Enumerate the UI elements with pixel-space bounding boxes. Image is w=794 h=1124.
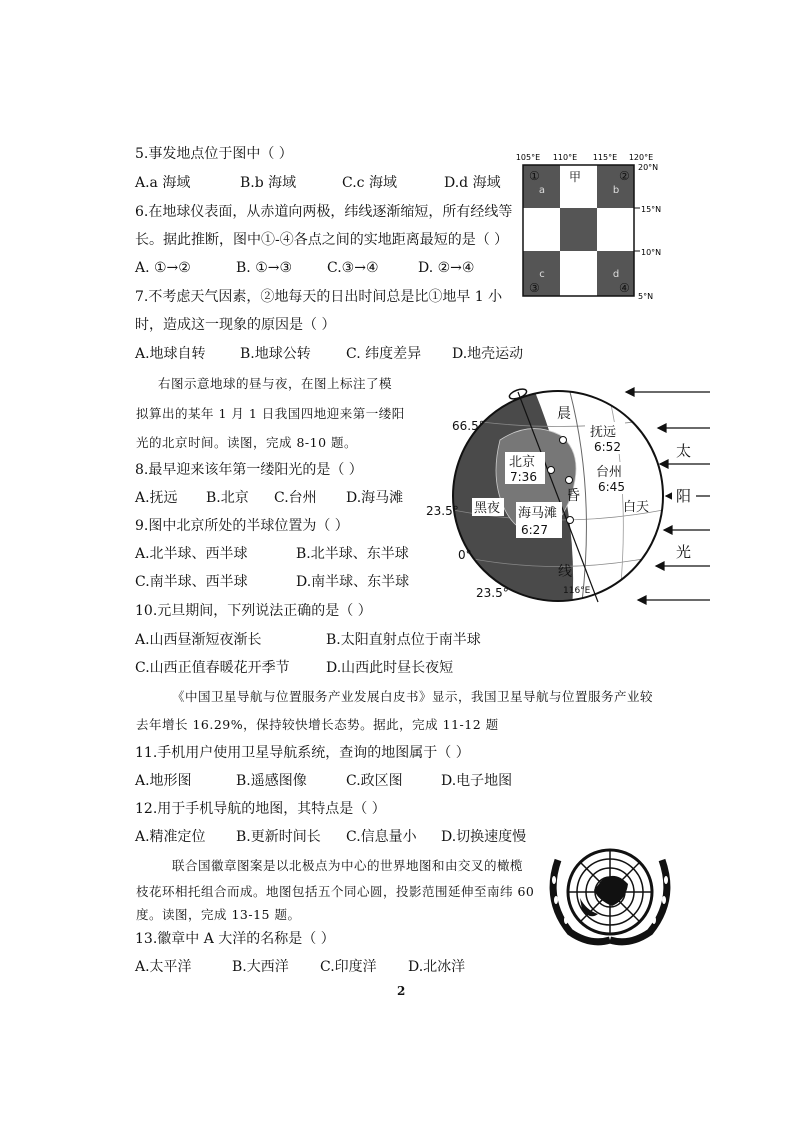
q12-stem: 12.用于手机导航的地图，其特点是（ ） <box>135 801 386 817</box>
lat-label-20: 20°N <box>638 163 659 172</box>
grid-cell <box>597 208 634 251</box>
intro-11-12-line1: 《中国卫星导航与位置服务产业发展白皮书》显示，我国卫星导航与位置服务产业较 <box>172 689 654 704</box>
corner-label-2: ② <box>619 169 630 183</box>
globe-map <box>420 380 720 610</box>
intro-8-10-line2: 拟算出的某年 1 月 1 日我国四地迎来第一缕阳 <box>136 406 405 421</box>
lat-label-665: 66.5° <box>452 419 485 433</box>
day-label: 白天 <box>623 500 650 515</box>
q9-option-d: D.南半球、东半球 <box>296 574 410 590</box>
lon-label-115: 115°E <box>592 153 618 162</box>
q11-option-d: D.电子地图 <box>441 773 513 789</box>
intro-11-12-line2: 去年增长 16.29%，保持较快增长态势。据此，完成 11-12 题 <box>136 717 499 732</box>
q7-option-c: C. 纬度差异 <box>346 346 422 362</box>
q6-option-d: D. ②→④ <box>418 260 475 276</box>
q5-option-d: D.d 海域 <box>444 175 501 191</box>
place-fuyuan-time: 6:52 <box>594 440 621 454</box>
q8-option-d: D.海马滩 <box>346 490 404 506</box>
q13-option-b: B.大西洋 <box>232 959 289 975</box>
sun-char-2: 阳 <box>676 487 692 505</box>
q9-option-c: C.南半球、西半球 <box>135 574 248 590</box>
sun-char-3: 光 <box>676 543 692 561</box>
cell-label-a: a <box>538 185 546 196</box>
intro-8-10-line3: 光的北京时间。读图，完成 8-10 题。 <box>136 435 358 450</box>
place-haimatan-time: 6:27 <box>521 523 548 537</box>
q13-option-c: C.印度洋 <box>320 959 377 975</box>
lat-label-15: 15°N <box>641 205 662 214</box>
corner-label-4: ④ <box>619 281 630 295</box>
q11-option-c: C.政区图 <box>346 773 403 789</box>
place-fuyuan-name: 抚远 <box>590 425 617 440</box>
sun-char-1: 太 <box>676 442 692 460</box>
grid-cell <box>560 208 597 251</box>
q10-option-c: C.山西正值春暖花开季节 <box>135 660 290 676</box>
lon-label-110: 110°E <box>552 153 578 162</box>
q10-option-b: B.太阳直射点位于南半球 <box>326 632 481 648</box>
q7-stem-line2: 时，造成这一现象的原因是（ ） <box>135 317 336 333</box>
q9-option-a: A.北半球、西半球 <box>135 546 248 562</box>
q8-option-c: C.台州 <box>274 490 317 506</box>
cell-label-d: d <box>612 269 620 280</box>
lon-label-105: 105°E <box>515 153 541 162</box>
terminator-char-2: 昏 <box>566 488 580 504</box>
q11-option-a: A.地形图 <box>135 773 192 789</box>
q11-stem: 11.手机用户使用卫星导航系统，查询的地图属于（ ） <box>135 745 470 761</box>
grid-cell <box>560 251 597 296</box>
q6-stem-line1: 6.在地球仪表面，从赤道向两极，纬线逐渐缩短，所有经线等 <box>135 204 513 220</box>
q7-option-a: A.地球自转 <box>135 346 206 362</box>
q13-stem: 13.徽章中 A 大洋的名称是（ ） <box>135 931 335 947</box>
night-label: 黑夜 <box>474 501 501 516</box>
q8-stem: 8.最早迎来该年第一缕阳光的是（ ） <box>135 462 363 478</box>
grid-map <box>508 146 678 316</box>
q13-option-a: A.太平洋 <box>135 959 192 975</box>
q7-stem-line1: 7.不考虑天气因素，②地每天的日出时间总是比①地早 1 小 <box>135 289 503 305</box>
q5-option-a: A.a 海域 <box>135 175 191 191</box>
q7-option-b: B.地球公转 <box>240 346 311 362</box>
q13-option-d: D.北冰洋 <box>408 959 466 975</box>
q5-option-c: C.c 海域 <box>342 175 397 191</box>
place-label-jia: 甲 <box>569 170 582 184</box>
cell-label-c: c <box>539 269 545 280</box>
place-beijing-name: 北京 <box>509 455 536 470</box>
intro-13-15-line3: 度。读图，完成 13-15 题。 <box>136 907 301 922</box>
cell-label-b: b <box>612 185 620 196</box>
q5-option-b: B.b 海域 <box>240 175 297 191</box>
q10-stem: 10.元旦期间，下列说法正确的是（ ） <box>135 603 372 619</box>
place-haimatan-name: 海马滩 <box>518 506 558 521</box>
q9-option-b: B.北半球、东半球 <box>296 546 409 562</box>
corner-label-3: ③ <box>529 281 540 295</box>
lat-label-235s: 23.5° <box>476 586 509 600</box>
lat-label-235n: 23.5° <box>426 504 459 518</box>
lat-label-5: 5°N <box>638 292 654 301</box>
un-emblem-icon <box>540 840 680 950</box>
terminator-char-1: 晨 <box>557 406 571 422</box>
intro-13-15-line1: 联合国徽章图案是以北极点为中心的世界地图和由交叉的橄榄 <box>172 858 524 873</box>
q8-option-b: B.北京 <box>206 490 249 506</box>
q6-option-a: A. ①→② <box>135 260 191 276</box>
q5-stem: 5.事发地点位于图中（ ） <box>135 146 293 162</box>
lat-label-0: 0° <box>458 548 472 562</box>
lat-label-10: 10°N <box>641 248 662 257</box>
page-number: 2 <box>397 984 406 998</box>
place-beijing-time: 7:36 <box>510 470 537 484</box>
q12-option-a: A.精准定位 <box>135 829 206 845</box>
place-taizhou-time: 6:45 <box>598 480 625 494</box>
q8-option-a: A.抚远 <box>135 490 178 506</box>
q11-option-b: B.遥感图像 <box>236 773 307 789</box>
q10-option-a: A.山西昼渐短夜渐长 <box>135 632 262 648</box>
q12-option-c: C.信息量小 <box>346 829 417 845</box>
q6-option-c: C.③→④ <box>327 260 379 276</box>
intro-13-15-line2: 枝花环相托组合而成。地图包括五个同心圆，投影范围延伸至南纬 60 <box>136 884 535 899</box>
intro-8-10-line1: 右图示意地球的昼与夜，在图上标注了模 <box>158 376 393 391</box>
q6-stem-line2: 长。据此推断，图中①-④各点之间的实地距离最短的是（ ） <box>135 232 509 248</box>
q10-option-d: D.山西此时昼长夜短 <box>326 660 454 676</box>
q9-stem: 9.图中北京所处的半球位置为（ ） <box>135 518 349 534</box>
lon-label-116: 116°E <box>563 586 591 596</box>
corner-label-1: ① <box>529 169 540 183</box>
lon-label-120: 120°E <box>628 153 654 162</box>
q6-option-b: B. ①→③ <box>236 260 293 276</box>
grid-cell <box>523 208 560 251</box>
q12-option-d: D.切换速度慢 <box>441 829 527 845</box>
place-taizhou-name: 台州 <box>596 465 623 480</box>
q12-option-b: B.更新时间长 <box>236 829 321 845</box>
terminator-char-3: 线 <box>558 564 572 580</box>
q7-option-d: D.地壳运动 <box>452 346 524 362</box>
